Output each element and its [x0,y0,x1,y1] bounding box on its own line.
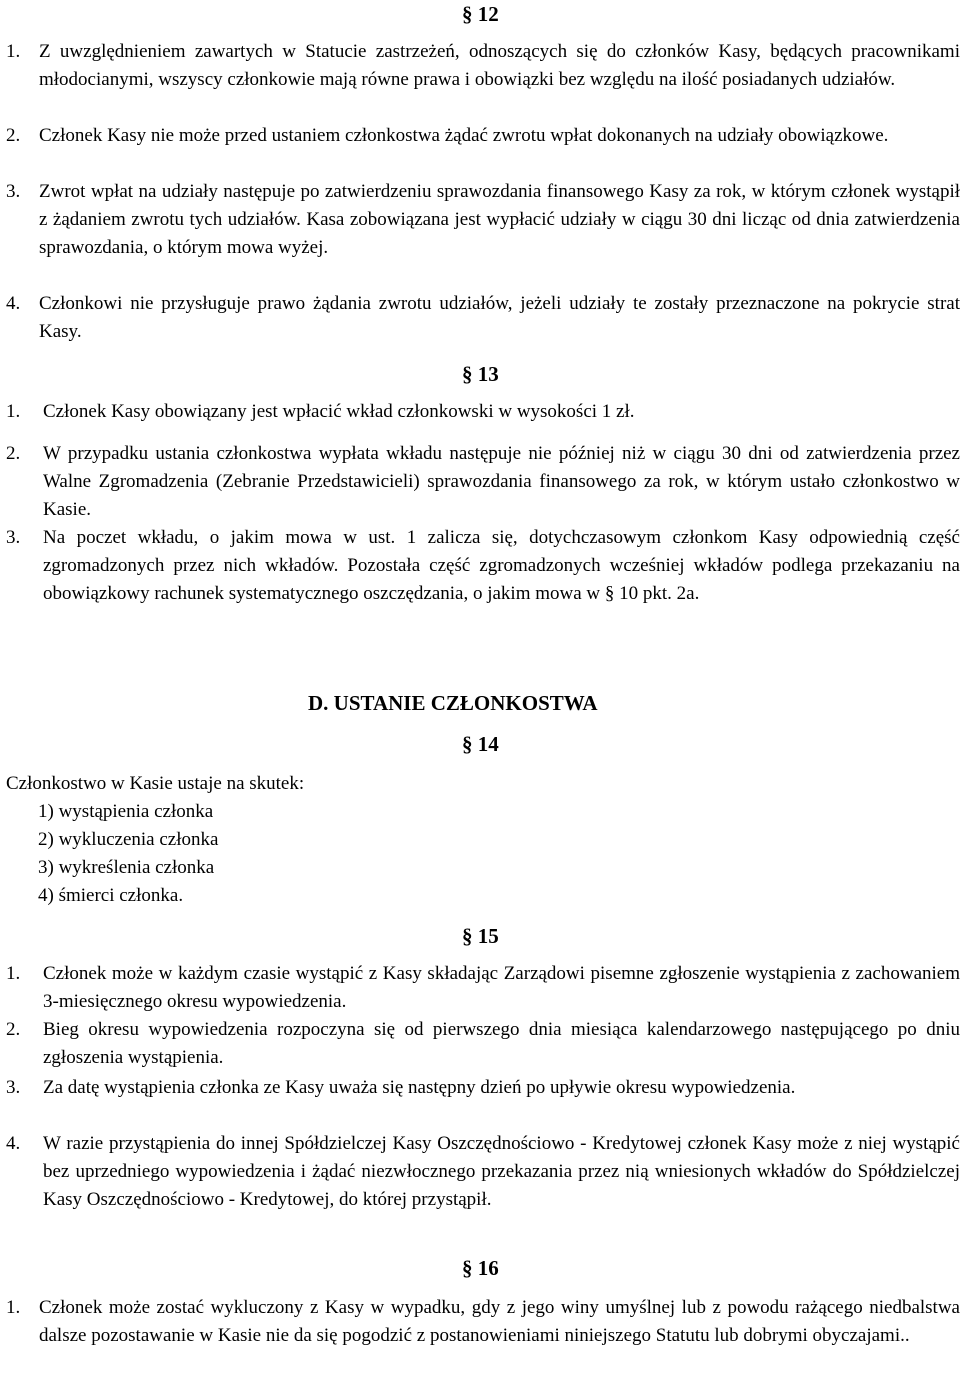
paragraph-text: Za datę wystąpienia członka ze Kasy uważa się następny dzień po upływie okresu wypowiedzenia. [43,1077,796,1098]
paragraph-number: 1. [6,1297,21,1318]
paragraph-text: Na poczet wkładu, o jakim mowa w ust. 1 zalicza się, dotychczasowym członkom Kasy odpowiednią część zgromadzonych przez nich wkładów. Pozostała część zgromadzonych wcześniej wkładów podlega przekazaniu na obowiązkowy rachunek systematycznego oszczędzania, o jakim mowa w § 10 pkt. 2a. [43,527,960,604]
paragraph-text: Zwrot wpłat na udziały następuje po zatwierdzeniu sprawozdania finansowego Kasy za rok, w którym członek wystąpił z żądaniem zwrotu tych udziałów. Kasa zobowiązana jest wypłacić udziały w ciągu 30 dni licząc od dnia zatwierdzenia sprawozdania, o którym mowa wyżej. [39,181,960,258]
section-14-intro: Członkostwo w Kasie ustaje na skutek: [6,773,305,794]
list-item: 4) śmierci członka. [38,885,184,906]
paragraph-15-1 [6,960,960,1016]
section-heading-12: § 12 [462,2,499,26]
paragraph-number: 3. [6,1077,21,1098]
section-heading-16: § 16 [462,1256,499,1280]
paragraph-15-3 [6,1074,960,1102]
paragraph-text: Bieg okresu wypowiedzenia rozpoczyna się od pierwszego dnia miesiąca kalendarzowego następującego po dniu zgłoszenia wystąpienia. [43,1019,960,1068]
paragraph-13-3 [6,524,960,608]
paragraph-12-1 [6,38,960,94]
paragraph-number: 3. [6,527,21,548]
paragraph-number: 2. [6,1019,21,1040]
list-item: 2) wykluczenia członka [38,829,219,850]
paragraph-number: 1. [6,41,21,62]
paragraph-number: 4. [6,293,21,314]
paragraph-number: 3. [6,181,21,202]
paragraph-text: W przypadku ustania członkostwa wypłata wkładu następuje nie później niż w ciągu 30 dni od zatwierdzenia przez Walne Zgromadzenia (Zebranie Przedstawicieli) sprawozdania finansowego za rok, w którym ustało członkostwo w Kasie. [43,443,960,520]
section-heading-15: § 15 [462,924,499,948]
paragraph-12-3 [6,178,960,262]
chapter-title: D. USTANIE CZŁONKOSTWA [308,691,598,715]
paragraph-text: Członek Kasy obowiązany jest wpłacić wkład członkowski w wysokości 1 zł. [43,401,635,422]
paragraph-13-2 [6,440,960,524]
list-item: 3) wykreślenia członka [38,857,215,878]
paragraph-text: Z uwzględnieniem zawartych w Statucie zastrzeżeń, odnoszących się do członków Kasy, będących pracownikami młodocianymi, wszyscy członkowie mają równe prawa i obowiązki bez względu na ilość posiadanych udziałów. [39,41,960,90]
paragraph-12-2 [6,122,960,150]
paragraph-text: Członek może zostać wykluczony z Kasy w wypadku, gdy z jego winy umyślnej lub z powodu rażącego niedbalstwa dalsze pozostawanie w Kasie nie da się pogodzić z postanowieniami niniejszego Statutu lub dobrymi obyczajami.. [39,1297,960,1346]
section-heading-13: § 13 [462,362,499,386]
paragraph-number: 1. [6,963,21,984]
paragraph-15-4 [6,1130,960,1214]
paragraph-16-1 [6,1294,960,1350]
list-item: 1) wystąpienia członka [38,801,214,822]
paragraph-text: Członkowi nie przysługuje prawo żądania zwrotu udziałów, jeżeli udziały te zostały przeznaczone na pokrycie strat Kasy. [39,293,960,342]
paragraph-13-1 [6,398,960,426]
paragraph-number: 4. [6,1133,21,1154]
paragraph-15-2 [6,1016,960,1072]
paragraph-number: 2. [6,443,21,464]
paragraph-12-4 [6,290,960,346]
paragraph-number: 2. [6,125,21,146]
section-heading-14: § 14 [462,732,499,756]
paragraph-text: Członek może w każdym czasie wystąpić z Kasy składając Zarządowi pisemne zgłoszenie wystąpienia z zachowaniem 3-miesięcznego okresu wypowiedzenia. [43,963,960,1012]
paragraph-text: Członek Kasy nie może przed ustaniem członkostwa żądać zwrotu wpłat dokonanych na udziały obowiązkowe. [39,125,889,146]
paragraph-text: W razie przystąpienia do innej Spółdzielczej Kasy Oszczędnościowo - Kredytowej członek Kasy może z niej wystąpić bez uprzedniego wypowiedzenia i żądać niezwłocznego przekazania przez nią wniesionych wkładów do Spółdzielczej Kasy Oszczędnościowo - Kredytowej, do której przystąpił. [43,1133,960,1210]
paragraph-number: 1. [6,401,21,422]
